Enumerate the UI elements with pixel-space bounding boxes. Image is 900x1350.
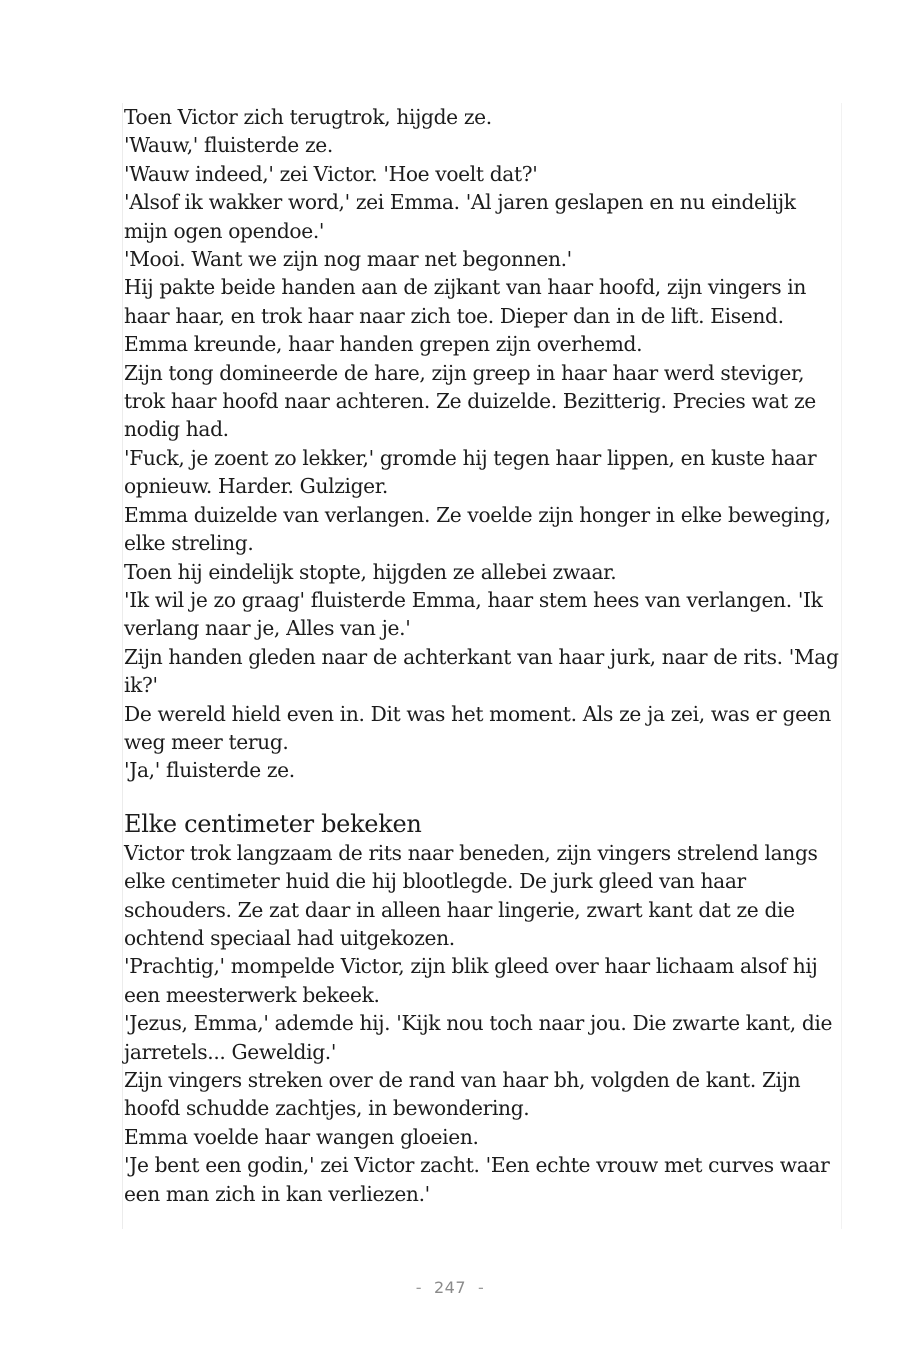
page-footer bbox=[0, 1278, 900, 1297]
paragraph: 'Wauw,' fluisterde ze. bbox=[124, 133, 333, 158]
paragraph: Zijn vingers streken over de rand van haar bh, volgden de kant. Zijn hoofd schudde zachtjes, in bewondering. bbox=[124, 1068, 801, 1121]
paragraph: Zijn tong domineerde de hare, zijn greep in haar haar werd steviger, trok haar hoofd naar achteren. Ze duizelde. Bezitterig. Precies wat ze nodig had. bbox=[124, 360, 816, 442]
section-heading: Elke centimeter bekeken bbox=[124, 809, 422, 838]
paragraph: 'Wauw indeed,' zei Victor. 'Hoe voelt dat?' bbox=[124, 161, 538, 186]
paragraph: Emma voelde haar wangen gloeien. bbox=[124, 1124, 479, 1149]
paragraph: 'Fuck, je zoent zo lekker,' gromde hij tegen haar lippen, en kuste haar opnieuw. Harder. Gulziger. bbox=[124, 445, 817, 499]
paragraph: De wereld hield even in. Dit was het moment. Als ze ja zei, was er geen weg meer terug. bbox=[124, 701, 831, 754]
page-number-dash-right: - bbox=[478, 1278, 485, 1297]
paragraph: Zijn handen gleden naar de achterkant van haar jurk, naar de rits. 'Mag ik?' bbox=[124, 644, 839, 698]
page-number: 247 bbox=[433, 1278, 467, 1297]
paragraph: 'Ja,' fluisterde ze. bbox=[124, 758, 295, 783]
body-text-block bbox=[122, 103, 842, 1229]
paragraph: 'Alsof ik wakker word,' zei Emma. 'Al jaren geslapen en nu eindelijk mijn ogen opendoe.' bbox=[124, 190, 796, 243]
paragraph: 'Prachtig,' mompelde Victor, zijn blik gleed over haar lichaam alsof hij een meesterwerk bekeek. bbox=[124, 954, 818, 1007]
paragraph: Hij pakte beide handen aan de zijkant van haar hoofd, zijn vingers in haar haar, en trok haar naar zich toe. Dieper dan in de lift. Eisend. Emma kreunde, haar handen grepen zijn overhemd. bbox=[124, 275, 807, 357]
page-number-dash-left: - bbox=[415, 1278, 422, 1297]
paragraph: Toen hij eindelijk stopte, hijgden ze allebei zwaar. bbox=[124, 559, 617, 584]
paragraph: Victor trok langzaam de rits naar beneden, zijn vingers strelend langs elke centimeter huid die hij blootlegde. De jurk gleed van haar schouders. Ze zat daar in alleen haar lingerie, zwart kant dat ze die ochtend speciaal had uitgekozen. bbox=[124, 840, 818, 950]
paragraph: 'Jezus, Emma,' ademde hij. 'Kijk nou toch naar jou. Die zwarte kant, die jarretels... Geweldig.' bbox=[124, 1011, 833, 1064]
paragraph: 'Ik wil je zo graag' fluisterde Emma, haar stem hees van verlangen. 'Ik verlang naar je, Alles van je.' bbox=[124, 587, 823, 641]
paragraph: 'Mooi. Want we zijn nog maar net begonnen.' bbox=[124, 247, 572, 272]
paragraph: Emma duizelde van verlangen. Ze voelde zijn honger in elke beweging, elke streling. bbox=[124, 502, 831, 556]
paragraph: Toen Victor zich terugtrok, hijgde ze. bbox=[124, 105, 492, 129]
paragraph: 'Je bent een godin,' zei Victor zacht. 'Een echte vrouw met curves waar een man zich in kan verliezen.' bbox=[124, 1153, 830, 1206]
